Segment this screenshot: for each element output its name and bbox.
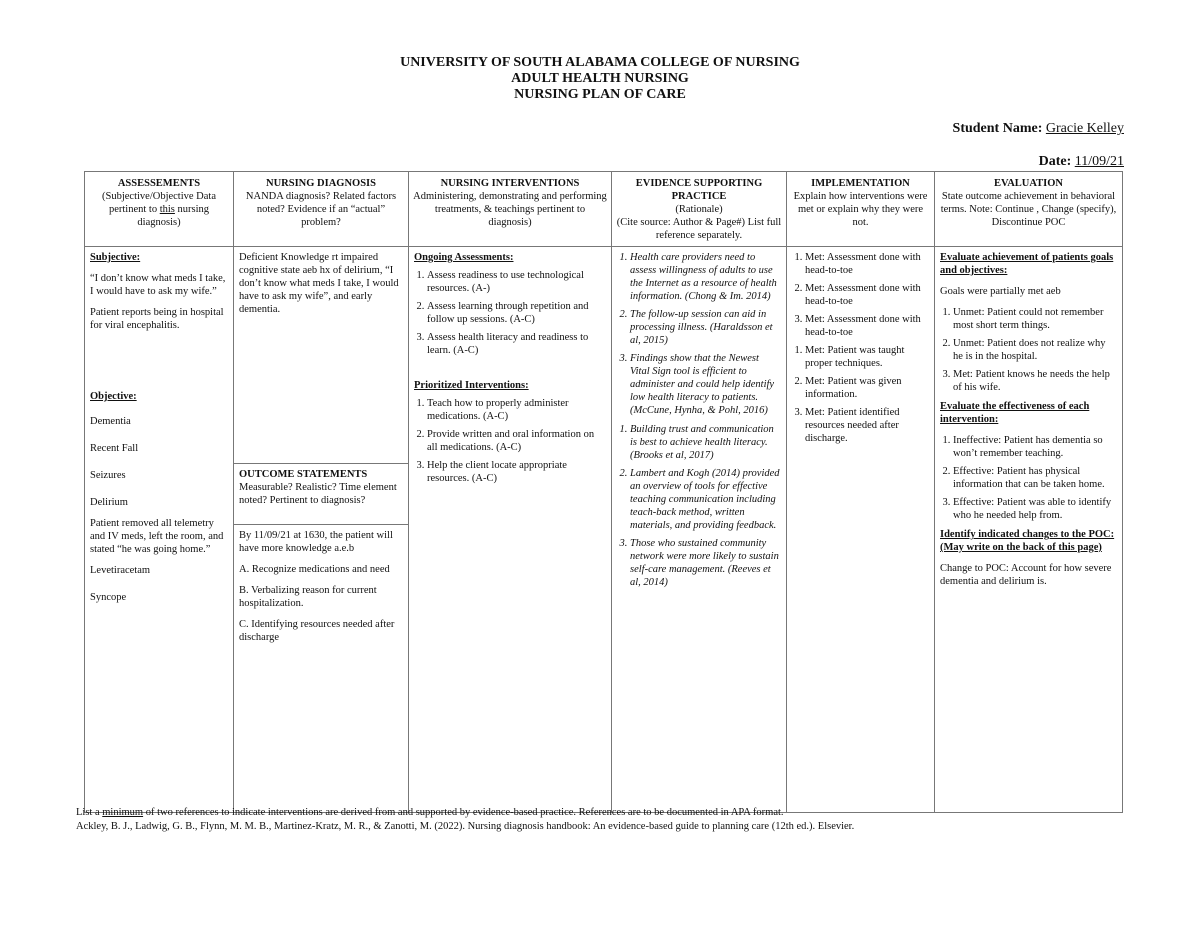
list-item: 1. Unmet: Patient could not remember most short term things. <box>953 306 1117 332</box>
list-item: 1. Building trust and communication is best to achieve health literacy. (Brooks et al, 2017) <box>630 423 781 462</box>
table-header-row <box>85 172 1123 247</box>
outcome-item: B. Verbalizing reason for current hospitalization. <box>239 585 377 609</box>
list-item: 2. Met: Assessment done with head-to-toe <box>805 282 929 308</box>
list-item: 2. Unmet: Patient does not realize why he is in the hospital. <box>953 337 1117 363</box>
evidence-list-b <box>617 423 781 589</box>
diagnosis-cell <box>234 247 409 813</box>
subjective-label: Subjective: <box>90 252 141 263</box>
diagnosis-text: Deficient Knowledge rt impaired cognitive state aeb hx of delirium, “I don’t know what meds I take, I would have to ask my wife”, and early dementia. <box>239 252 399 315</box>
column-header-implementation: IMPLEMENTATION Explain how interventions were met or explain why they were not. <box>787 172 935 247</box>
implementation-list-b <box>792 344 929 445</box>
student-name-value: Gracie Kelley <box>1045 121 1124 136</box>
objective-item: Seizures <box>90 470 126 481</box>
list-item: 3. Help the client locate appropriate resources. (A-C) <box>427 459 606 485</box>
title-form: NURSING PLAN OF CARE <box>514 87 686 102</box>
list-item: 1. Ineffective: Patient has dementia so won’t remember teaching. <box>953 434 1117 460</box>
plan-of-care-table <box>84 171 1123 813</box>
list-item: 3. Met: Patient knows he needs the help of his wife. <box>953 368 1117 394</box>
objective-item: Patient removed all telemetry and IV meds, left the room, and stated “he was going home.” <box>90 518 224 555</box>
prioritized-label: Prioritized Interventions: <box>414 380 529 391</box>
document-title <box>0 55 1200 103</box>
column-header-assessments: ASSESSEMENTS (Subjective/Objective Data pertinent to this nursing diagnosis) <box>85 172 234 247</box>
evidence-cell <box>612 247 787 813</box>
changes-label: Identify indicated changes to the POC: (May write on the back of this page) <box>940 529 1115 553</box>
objective-item: Dementia <box>90 416 131 427</box>
ongoing-label: Ongoing Assessments: <box>414 252 514 263</box>
list-item: 1. Health care providers need to assess willingness of adults to use the Internet as a resource of health information. (Chong & Im. 2014) <box>630 251 781 303</box>
list-item: 1. Assess readiness to use technological resources. (A-) <box>427 269 606 295</box>
goals-list <box>940 306 1117 394</box>
reference-instruction: List a minimum of two references to indicate interventions are derived from and supported by evidence-based practice. References are to be documented in APA format. <box>76 807 784 818</box>
interventions-cell <box>409 247 612 813</box>
list-item: 1. Met: Patient was taught proper techniques. <box>805 344 929 370</box>
objective-item: Syncope <box>90 592 127 603</box>
outcome-header <box>234 463 408 524</box>
changes-text: Change to POC: Account for how severe dementia and delirium is. <box>940 563 1112 587</box>
prioritized-list <box>414 397 606 485</box>
date-value: 11/09/21 <box>1074 154 1124 169</box>
date-label: Date: <box>1038 154 1072 169</box>
list-item: 2. Assess learning through repetition and follow up sessions. (A-C) <box>427 300 606 326</box>
list-item: 1. Met: Assessment done with head-to-toe <box>805 251 929 277</box>
outcome-statements <box>234 524 408 644</box>
reference-citation: Ackley, B. J., Ladwig, G. B., Flynn, M. M. B., Martinez-Kratz, M. R., & Zanotti, M. (2022). Nursing diagnosis handbook: An evidence-based guide to planning care (12th ed.). Elsevier. <box>76 821 855 832</box>
column-header-evaluation: EVALUATION State outcome achievement in behavioral terms. Note: Continue , Change (specify), Discontinue POC <box>935 172 1123 247</box>
goals-label: Evaluate achievement of patients goals and objectives: <box>940 252 1114 276</box>
subjective-item: Patient reports being in hospital for viral encephalitis. <box>90 307 224 331</box>
column-header-evidence: EVIDENCE SUPPORTING PRACTICE (Rationale) (Cite source: Author & Page#) List full reference separately. <box>612 172 787 247</box>
effectiveness-label: Evaluate the effectiveness of each intervention: <box>940 401 1090 425</box>
list-item: 2. Lambert and Kogh (2014) provided an overview of tools for effective teaching communication including teach-back method, written materials, and providing feedback. <box>630 467 781 532</box>
title-university: UNIVERSITY OF SOUTH ALABAMA COLLEGE OF NURSING <box>400 55 800 70</box>
title-course: ADULT HEALTH NURSING <box>511 71 689 86</box>
assessments-cell <box>85 247 234 813</box>
column-header-diagnosis: NURSING DIAGNOSIS NANDA diagnosis? Related factors noted? Evidence if an “actual” problem? <box>234 172 409 247</box>
table-body-row <box>85 247 1123 813</box>
outcome-subtitle: Measurable? Realistic? Time element noted? Pertinent to diagnosis? <box>239 482 397 506</box>
list-item: 3. Effective: Patient was able to identify who he needed help from. <box>953 496 1117 522</box>
outcome-item: By 11/09/21 at 1630, the patient will have more knowledge a.e.b <box>239 530 393 554</box>
column-header-interventions: NURSING INTERVENTIONS Administering, demonstrating and performing treatments, & teachings pertinent to diagnosis) <box>409 172 612 247</box>
objective-item: Levetiracetam <box>90 565 151 576</box>
list-item: 2. Met: Patient was given information. <box>805 375 929 401</box>
outcome-title: OUTCOME STATEMENTS <box>239 469 368 480</box>
list-item: 3. Those who sustained community network were more likely to sustain self-care management. (Reeves et al, 2014) <box>630 537 781 589</box>
ongoing-list <box>414 269 606 357</box>
objective-item: Delirium <box>90 497 128 508</box>
date-field <box>1039 154 1124 170</box>
student-name-label: Student Name: <box>952 121 1043 136</box>
list-item: 3. Met: Assessment done with head-to-toe <box>805 313 929 339</box>
evidence-list-a <box>617 251 781 417</box>
implementation-list-a <box>792 251 929 339</box>
list-item: 2. Provide written and oral information on all medications. (A-C) <box>427 428 606 454</box>
evaluation-cell <box>935 247 1123 813</box>
list-item: 1. Teach how to properly administer medications. (A-C) <box>427 397 606 423</box>
outcome-item: A. Recognize medications and need <box>239 564 390 575</box>
references-footer <box>76 806 854 834</box>
list-item: 2. The follow-up session can aid in processing illness. (Haraldsson et al, 2015) <box>630 308 781 347</box>
list-item: 3. Met: Patient identified resources needed after discharge. <box>805 406 929 445</box>
subjective-item: “I don’t know what meds I take, I would have to ask my wife.” <box>90 273 226 297</box>
list-item: 3. Assess health literacy and readiness to learn. (A-C) <box>427 331 606 357</box>
outcome-item: C. Identifying resources needed after discharge <box>239 619 395 643</box>
implementation-cell <box>787 247 935 813</box>
list-item: 3. Findings show that the Newest Vital Sign tool is efficient to administer and could help identify low health literacy to patients. (McCune, Hynha, & Pohl, 2016) <box>630 352 781 417</box>
student-name-field <box>953 121 1124 137</box>
list-item: 2. Effective: Patient has physical information that can be taken home. <box>953 465 1117 491</box>
effectiveness-list <box>940 434 1117 522</box>
goals-met-text: Goals were partially met aeb <box>940 286 1061 297</box>
objective-label: Objective: <box>90 391 137 402</box>
objective-item: Recent Fall <box>90 443 139 454</box>
